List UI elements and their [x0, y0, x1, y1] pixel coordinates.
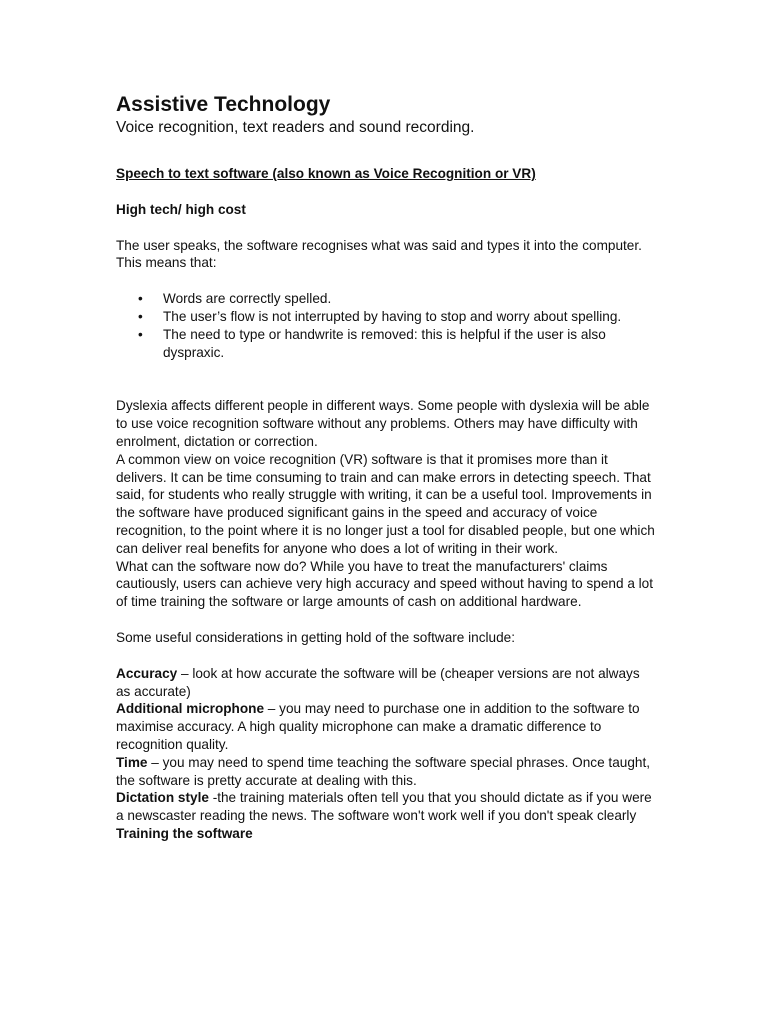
common-view-paragraph: A common view on voice recognition (VR) software is that it promises more than it delivers. It can be time consuming to train and can make errors in detecting speech. That said, for students who really struggle with writing, it can be a useful tool. Improvements in the software have produced significant gains in the speed and accuracy of voice recognition, to the point where it is no longer just a tool for disabled people, but one which can deliver real benefits for anyone who does a lot of writing in their work.: [116, 451, 655, 556]
consideration-term: Time: [116, 754, 148, 770]
page-subtitle: Voice recognition, text readers and sound recording.: [116, 119, 475, 136]
training-heading: Training the software: [116, 825, 253, 841]
subheading-cost: High tech/ high cost: [116, 201, 246, 217]
means-that-text: This means that:: [116, 255, 217, 271]
consideration-dictation-style: [116, 789, 656, 825]
consideration-microphone: [116, 700, 656, 753]
list-item-text: The need to type or handwrite is removed: this is helpful if the user is also dyspraxic.: [163, 326, 606, 360]
dyslexia-paragraph: Dyslexia affects different people in different ways. Some people with dyslexia will be able to use voice recognition software without any problems. Others may have difficulty with enrolment, dictation or correction.: [116, 398, 650, 449]
consideration-term: Accuracy: [116, 665, 178, 681]
list-item: [116, 308, 656, 326]
list-item: [116, 290, 656, 308]
consideration-text: – look at how accurate the software will be (cheaper versions are not always as accurate): [116, 665, 640, 699]
consideration-text: -the training materials often tell you that you should dictate as if you were a newscaster reading the news. The software won't work well if you don't speak clearly: [116, 790, 652, 824]
consideration-text: – you may need to purchase one in addition to the software to maximise accuracy. A high quality microphone can make a dramatic difference to recognition quality.: [116, 701, 640, 752]
what-can-paragraph: What can the software now do? While you have to treat the manufacturers' claims cautiously, users can achieve very high accuracy and speed without having to spend a lot of time training the software or large amounts of cash on additional hardware.: [116, 558, 654, 610]
intro-paragraph: The user speaks, the software recognises what was said and types it into the computer.: [116, 237, 642, 253]
benefits-list: [116, 290, 656, 361]
consideration-time: [116, 754, 656, 790]
bullet-icon: •: [138, 326, 143, 342]
page-title: Assistive Technology: [116, 93, 331, 116]
section-heading: Speech to text software (also known as Voice Recognition or VR): [116, 166, 536, 181]
bullet-icon: •: [138, 308, 143, 324]
list-item: [116, 326, 656, 362]
list-item-text: Words are correctly spelled.: [163, 291, 332, 307]
consideration-text: – you may need to spend time teaching the software special phrases. Once taught, the software is pretty accurate at dealing with this.: [116, 754, 650, 788]
list-item-text: The user’s flow is not interrupted by having to stop and worry about spelling.: [163, 308, 622, 324]
consideration-term: Additional microphone: [116, 701, 265, 717]
considerations-intro: Some useful considerations in getting hold of the software include:: [116, 629, 515, 645]
consideration-accuracy: [116, 665, 656, 701]
document-page: [116, 92, 656, 843]
considerations-list: [116, 665, 656, 843]
consideration-term: Dictation style: [116, 790, 209, 806]
bullet-icon: •: [138, 291, 143, 307]
